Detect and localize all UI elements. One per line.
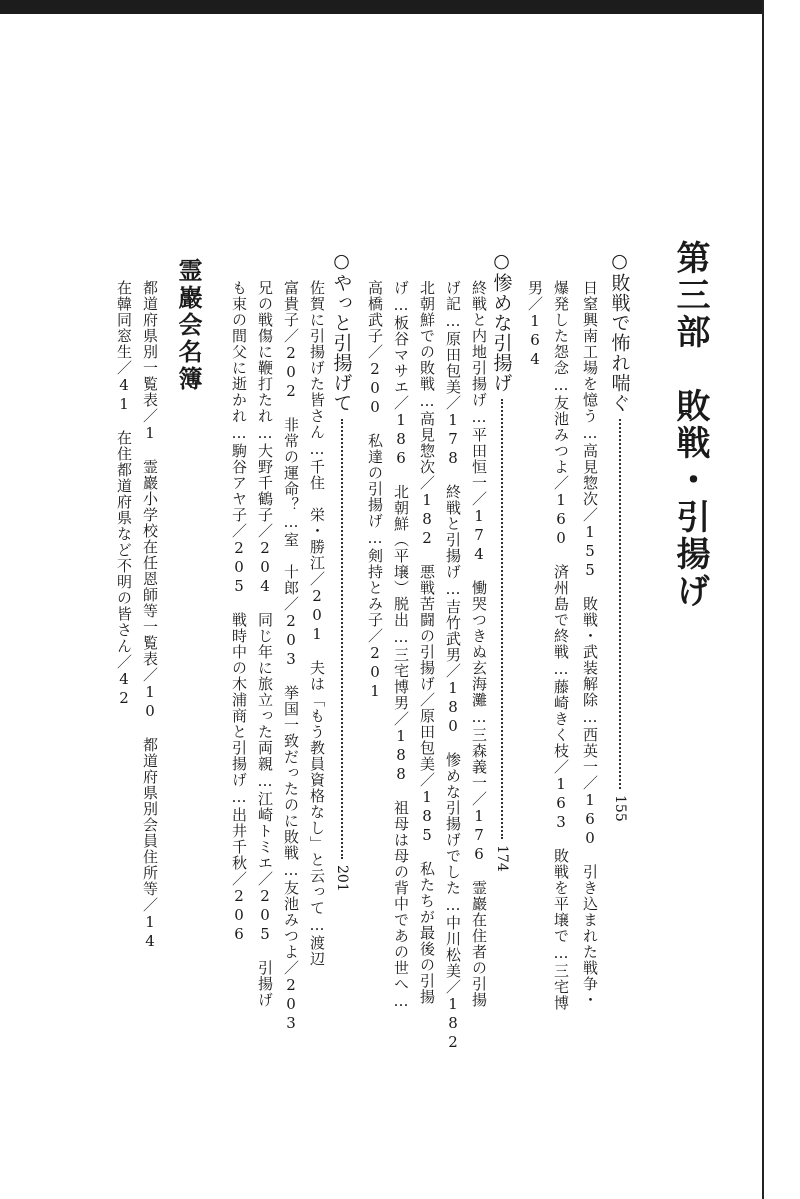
section-3-line-4: も束の間父に逝かれ…駒谷アヤ子／205 戦時中の木浦商と引揚げ…出井千秋／206 (230, 280, 248, 944)
section-heading-1 (608, 250, 632, 822)
section-1-line-3: 男／164 (526, 280, 544, 369)
section-3-line-2: 富貴子／202 非常の運命？…室 十郎／203 挙国一致だったのに敗戦…友池みつよ／203 (282, 280, 300, 1033)
section-1-line-1: 日窒興南工場を憶う…高見惣次／155 敗戦・武装解除…西英一／160 引き込まれた戦争・ (581, 280, 599, 1008)
meibo-title: 霊巖会名簿 (174, 258, 203, 393)
meibo-line-1: 都道府県別一覧表／1 霊巖小学校在任恩師等一覧表／10 都道府県別会員住所等／14 (141, 280, 159, 951)
section-2-line-2: げ記…原田包美／178 終戦と引揚げ…吉竹武男／180 惨めな引揚げでした…中川松美／182 (444, 280, 462, 1052)
leader-dots (619, 419, 621, 789)
section-heading-3 (330, 250, 354, 892)
section-heading-2-page: 174 (494, 845, 510, 872)
section-2-line-5: 高橋武子／200 私達の引揚げ…剣持とみ子／201 (366, 280, 384, 701)
part-title: 第三部 敗戦・引揚げ (670, 240, 710, 610)
leader-dots (501, 399, 503, 839)
section-heading-2-text: ○惨めな引揚げ (490, 250, 513, 393)
section-heading-3-text: ○やっと引揚げて (330, 250, 353, 413)
section-3-line-3: 兄の戦傷に鞭打たれ…大野千鶴子／204 同じ年に旅立った両親…江崎トミエ／205 引揚げ (256, 280, 274, 1008)
page-top-edge (0, 0, 800, 14)
section-2-line-1: 終戦と内地引揚げ…平田恒一／174 慟哭つきぬ玄海灘…三森義一／176 霊巖在住者の引揚 (470, 280, 488, 1008)
section-1-line-2: 爆発した怨念…友池みつよ／160 済州島で終戦…藤崎きく枝／163 敗戦を平壌で…三宅博 (552, 280, 570, 1011)
section-heading-2 (490, 250, 514, 872)
section-heading-1-page: 155 (612, 795, 628, 822)
section-2-line-3: 北朝鮮での敗戦…高見惣次／182 悪戦苦闘の引揚げ／原田包美／185 私たちが最後の引揚 (418, 280, 436, 1005)
section-2-line-4: げ…板谷マサエ／186 北朝鮮（平壌）脱出…三宅博男／188 祖母は母の背中であの世へ… (392, 280, 410, 1011)
meibo-line-2: 在韓同窓生／41 在住都道府県など不明の皆さん／42 (115, 280, 133, 708)
section-heading-3-page: 201 (334, 865, 350, 892)
leader-dots (341, 419, 343, 859)
section-3-line-1: 佐賀に引揚げた皆さん…千住 栄・勝江／201 夫は「もう教員資格なし」と云って…渡辺 (308, 280, 326, 967)
page-right-margin (764, 0, 800, 1199)
section-heading-1-text: ○敗戦で怖れ喘ぐ (608, 250, 631, 413)
